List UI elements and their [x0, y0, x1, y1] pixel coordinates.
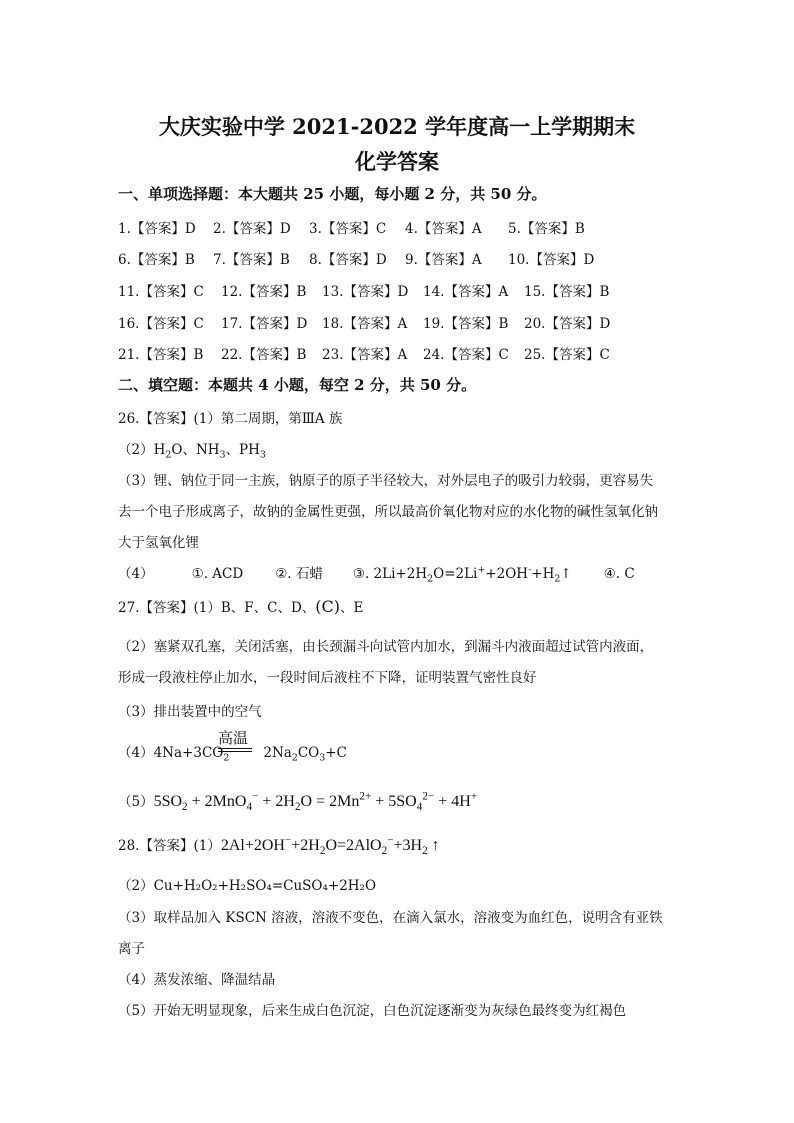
- answer-item: 11.【答案】C: [118, 284, 204, 300]
- q27-part3: （3）排出装置中的空气: [118, 704, 262, 720]
- answer-item: 6.【答案】B: [118, 252, 195, 268]
- answer-item: 24.【答案】C: [423, 347, 509, 363]
- page-subtitle: 化学答案: [355, 149, 439, 174]
- answer-item: 12.【答案】B: [221, 284, 307, 300]
- q28-part3-line2: 离子: [118, 941, 145, 957]
- answer-item: 2.【答案】D: [213, 221, 291, 237]
- answer-row-3: [118, 280, 609, 300]
- q27-part2-line2: 形成一段液柱停止加水，一段时间后液柱不下降，证明装置气密性良好: [118, 670, 537, 686]
- q26-part2: $(2)H_2O$、$NH_3$、$PH_3$: [118, 442, 266, 461]
- answer-item: 23.【答案】A: [322, 347, 408, 363]
- answer-item: 8.【答案】D: [309, 252, 387, 268]
- section2-heading: 二、填空题：本题共 4 小题，每空 2 分，共 50 分。: [118, 376, 477, 394]
- answer-item: 9.【答案】A: [405, 252, 482, 268]
- q27-part1: 27.【答案】(1）B、F、C、D、(C)、E: [118, 597, 364, 616]
- q26-part4: （4） ①. ACD ②. 石蜡 ③. $2Li+2H_2O=2Li^++2OH^-+H_2↑$ ④. C: [118, 564, 635, 585]
- q27-part2-line1: （2）塞紧双孔塞，关闭活塞，由长颈漏斗向试管内加水，到漏斗内液面超过试管内液面，: [118, 639, 654, 655]
- answer-item: 14.【答案】A: [423, 284, 509, 300]
- answer-item: 19.【答案】B: [423, 316, 509, 332]
- answer-item: 21.【答案】B: [118, 347, 204, 363]
- answer-item: 15.【答案】B: [524, 284, 610, 300]
- answer-item: 5.【答案】B: [508, 221, 585, 237]
- q28-part4: （4）蒸发浓缩、降温结晶: [118, 972, 276, 988]
- q28-part2: （2）Cu+H₂O₂+H₂SO₄=CuSO₄+2H₂O: [118, 878, 377, 894]
- answer-item: 16.【答案】C: [118, 316, 204, 332]
- q26-4-answer-d: ④. C: [603, 566, 635, 582]
- q26-part3-line3: 大于氢氧化锂: [118, 535, 199, 551]
- answer-row-2: [118, 248, 594, 268]
- answer-item: 3.【答案】C: [309, 221, 387, 237]
- answer-item: 4.【答案】A: [405, 221, 482, 237]
- section1-heading: 一、单项选择题：本大题共 25 小题，每小题 2 分，共 50 分。: [118, 185, 547, 203]
- answer-item: 10.【答案】D: [508, 252, 595, 268]
- answer-item: 13.【答案】D: [322, 284, 409, 300]
- answer-item: 20.【答案】D: [524, 316, 611, 332]
- answer-row-4: [118, 312, 610, 332]
- reaction-condition: 高温: [218, 729, 249, 747]
- answer-item: 1.【答案】D: [118, 221, 196, 237]
- q27-5-equation: $5SO_2 + 2MnO_4^- + 2H_2O = 2Mn^{2+} + 5SO_4^{2-} + 4H^+$: [153, 790, 478, 814]
- answer-item: 18.【答案】A: [322, 316, 408, 332]
- q26-part1: 26.【答案】(1）第二周期，第ⅢA 族: [118, 411, 343, 427]
- q26-part3-line1: （3）锂、钠位于同一主族，钠原子的原子半径较大，对外层电子的吸引力较弱，更容易失: [118, 473, 654, 489]
- q26-4-answer-b: ②. 石蜡: [275, 566, 323, 582]
- answer-item: 7.【答案】B: [213, 252, 290, 268]
- answer-item: 17.【答案】D: [221, 316, 308, 332]
- q26-4-answer-a: ①. ACD: [191, 566, 244, 582]
- q28-part3-line1: （3）取样品加入 KSCN 溶液，溶液不变色，在滴入氯水，溶液变为血红色，说明含有亚铁: [118, 910, 663, 926]
- answer-item: 22.【答案】B: [221, 347, 307, 363]
- q28-1-equation: $2Al+2OH^-+2H_2O=2AlO_2^-+3H_2$ ↑: [220, 834, 440, 858]
- q26-4-answer-c: ③. $2Li+2H_2O=2Li^++2OH^-+H_2↑$: [352, 564, 572, 585]
- q27-part5: $(5)5SO_2 + 2MnO_4^- + 2H_2O = 2Mn^{2+} + 5SO_4^{2-} + 4H^+$: [118, 790, 478, 814]
- page-title: 大庆实验中学 2021-2022 学年度高一上学期期末: [158, 114, 636, 139]
- q28-part5: （5）开始无明显现象，后来生成白色沉淀，白色沉淀逐渐变为灰绿色最终变为红褐色: [118, 1003, 627, 1019]
- q26-part3-line2: 去一个电子形成离子，故钠的金属性更强，所以最高价氧化物对应的水化物的碱性氢氧化钠: [118, 504, 658, 520]
- answer-row-5: [118, 343, 610, 363]
- answer-item: 25.【答案】C: [524, 347, 610, 363]
- answer-row-1: [118, 217, 585, 237]
- q28-part1: 28.【答案】$(1)2Al+2OH^-+2H_2O=2AlO_2^-+3H_2$ ↑: [118, 834, 440, 858]
- q27-part4: $(4)4Na+3CO_2$ $2Na_2CO_3+C$: [118, 745, 347, 764]
